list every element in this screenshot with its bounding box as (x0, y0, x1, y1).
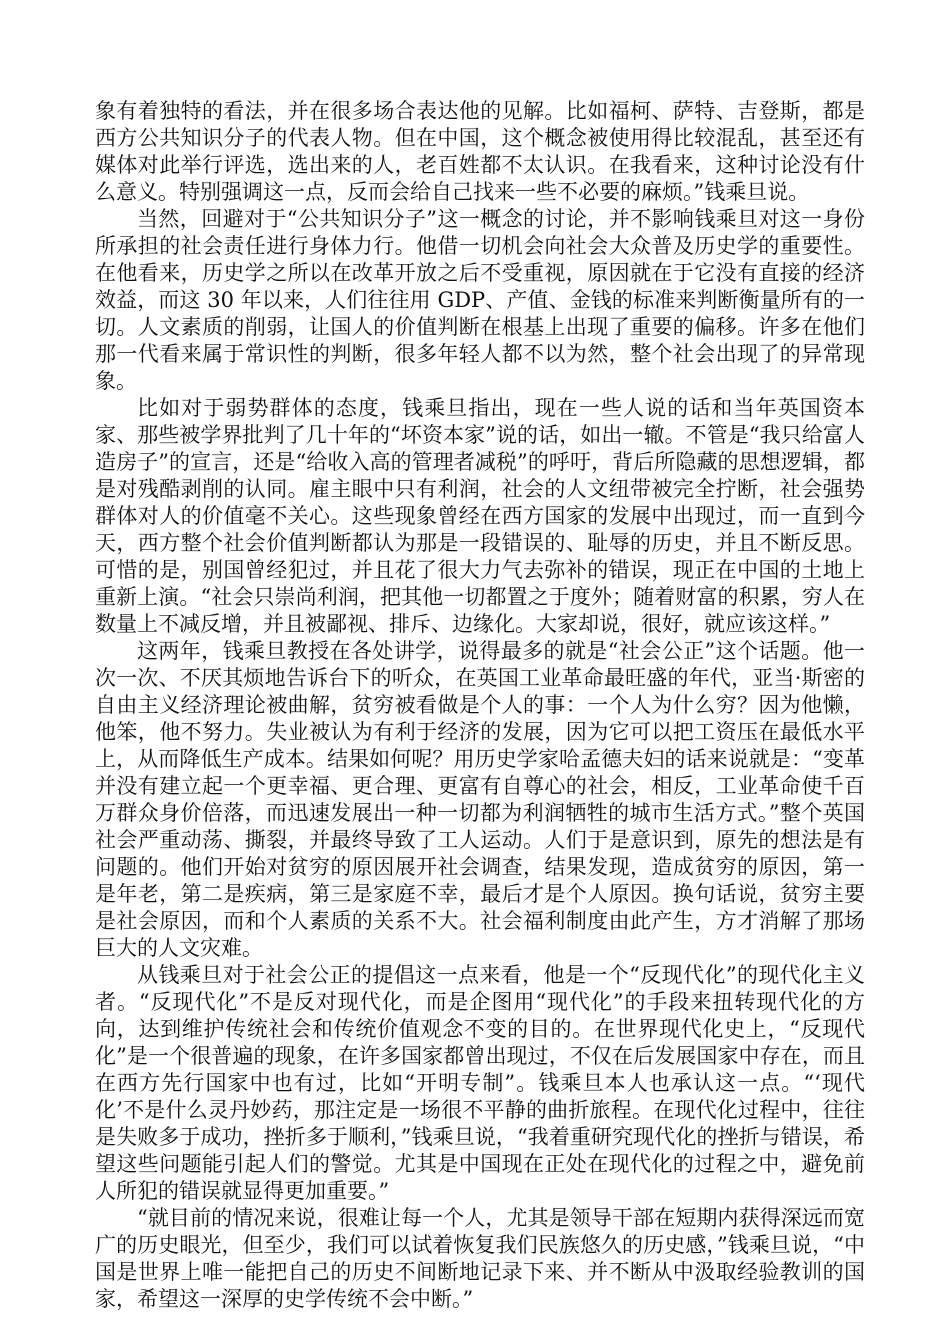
paragraph-6: “就目前的情况来说，很难让每一个人，尤其是领导干部在短期内获得深远而宽广的历史眼光，但至少，我们可以试着恢复我们民族悠久的历史感，”钱乘旦说，“中国是世界上唯一能把自己的历史不间断地记录下来、并不断从中汲取经验教训的国家，希望这一深厚的史学传统不会中断。” (95, 1206, 865, 1311)
paragraph-3: 比如对于弱势群体的态度，钱乘旦指出，现在一些人说的话和当年英国资本家、那些被学界批判了几十年的“坏资本家”说的话，如出一辙。不管是“我只给富人造房子”的宣言，还是“给收入高的管理者减税”的呼吁，背后所隐藏的思想逻辑，都是对残酷剥削的认同。雇主眼中只有利润，社会的人文纽带被完全拧断，社会强势群体对人的价值毫不关心。这些现象曾经在西方国家的发展中出现过，而一直到今天，西方整个社会价值判断都认为那是一段错误的、耻辱的历史，并且不断反思。可惜的是，别国曾经犯过，并且花了很大力气去弥补的错误，现正在中国的土地上重新上演。“社会只崇尚利润，把其他一切都置之于度外；随着财富的积累，穷人在数量上不减反增，并且被鄙视、排斥、边缘化。大家却说，很好，就应该这样。” (95, 396, 865, 636)
paragraph-2: 当然，回避对于“公共知识分子”这一概念的讨论，并不影响钱乘旦对这一身份所承担的社会责任进行身体力行。他借一切机会向社会大众普及历史学的重要性。在他看来，历史学之所以在改革开放之后不受重视，原因就在于它没有直接的经济效益，而这 30 年以来，人们往往用 GDP、产值、金钱的标准来判断衡量所有的一切。人文素质的削弱，让国人的价值判断在根基上出现了重要的偏移。许多在他们那一代看来属于常识性的判断，很多年轻人都不以为然，整个社会出现了的异常现象。 (95, 207, 865, 393)
paragraph-4: 这两年，钱乘旦教授在各处讲学，说得最多的就是“社会公正”这个话题。他一次一次、不厌其烦地告诉台下的听众，在英国工业革命最旺盛的年代，亚当·斯密的自由主义经济理论被曲解，贫穷被看做是个人的事：一个人为什么穷？因为他懒，他笨，他不努力。失业被认为有利于经济的发展，因为它可以把工资压在最低水平上，从而降低生产成本。结果如何呢？用历史学家哈孟德夫妇的话来说就是：“变革并没有建立起一个更幸福、更合理、更富有自尊心的社会，相反，工业革命使千百万群众身价倍落，而迅速发展出一种一切都为利润牺牲的城市生活方式。”整个英国社会严重动荡、撕裂，并最终导致了工人运动。人们于是意识到，原先的想法是有问题的。他们开始对贫穷的原因展开社会调查，结果发现，造成贫穷的原因，第一是年老，第二是疾病，第三是家庭不幸，最后才是个人原因。换句话说，贫穷主要是社会原因，而和个人素质的关系不大。社会福利制度由此产生，方才消解了那场巨大的人文灾难。 (95, 639, 865, 960)
article-body (95, 98, 865, 1313)
paragraph-1: 象有着独特的看法，并在很多场合表达他的见解。比如福柯、萨特、吉登斯，都是西方公共知识分子的代表人物。但在中国，这个概念被使用得比较混乱，甚至还有媒体对此举行评选，选出来的人，老百姓都不太认识。在我看来，这种讨论没有什么意义。特别强调这一点，反而会给自己找来一些不必要的麻烦。”钱乘旦说。 (95, 99, 865, 204)
paragraph-5: 从钱乘旦对于社会公正的提倡这一点来看，他是一个“反现代化”的现代化主义者。“反现代化”不是反对现代化，而是企图用“现代化”的手段来扭转现代化的方向，达到维护传统社会和传统价值观念不变的目的。在世界现代化史上，“反现代化”是一个很普遍的现象，在许多国家都曾出现过，不仅在后发展国家中存在，而且在西方先行国家中也有过，比如“开明专制”。钱乘旦本人也承认这一点。“‘现代化’不是什么灵丹妙药，那注定是一场很不平静的曲折旅程。在现代化过程中，往往是失败多于成功，挫折多于顺利，”钱乘旦说，“我着重研究现代化的挫折与错误，希望这些问题能引起人们的警觉。尤其是中国现在正处在现代化的过程之中，避免前人所犯的错误就显得更加重要。” (95, 963, 865, 1203)
